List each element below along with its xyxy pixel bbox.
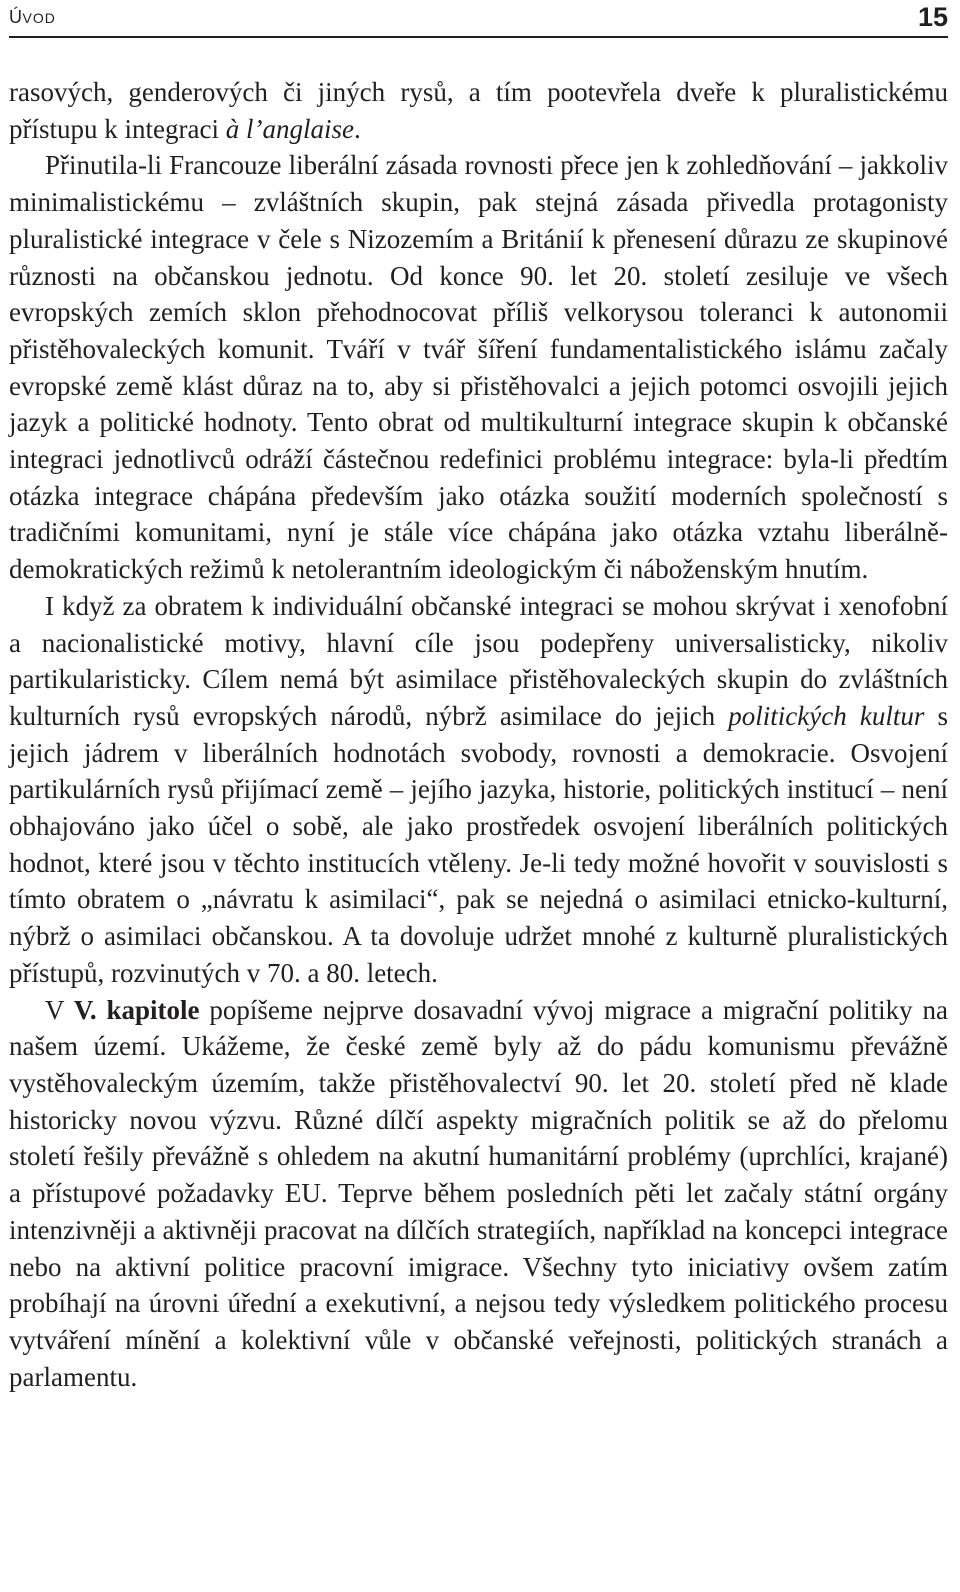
italic-phrase: à l’anglaise <box>225 113 354 144</box>
paragraph-4 <box>9 992 948 1396</box>
paragraph-text: popíšeme nejprve dosavadní vývoj migrace a migrační politiky na našem území. Ukážeme, že české země byly až do pádu komunismu převážně vystěhovaleckým územím, takže přistěhovalectví 90. let 20. století před ně klade historicky novou výzvu. Různé dílčí aspekty migračních politik se až do přelomu století řešily převážně s ohledem na akutní humanitární problémy (uprchlíci, krajané) a přístupové požadavky EU. Teprve během posledních pěti let začaly státní orgány intenzivněji a aktivněji pracovat na dílčích strategiích, například na koncepci integrace nebo na aktivní politice pracovní imigrace. Všechny tyto iniciativy ovšem zatím probíhají na úrovni úřední a exekutivní, a nejsou tedy výsledkem politického procesu vytváření mínění a kolektivní vůle v občanské veřejnosti, politických stranách a parlamentu. <box>9 994 948 1392</box>
paragraph-text: V <box>45 994 74 1025</box>
paragraph-1 <box>9 74 948 147</box>
chapter-reference: V. kapitole <box>73 994 200 1025</box>
paragraph-2 <box>9 147 948 587</box>
body-text <box>9 74 948 1395</box>
section-title-rest: VOD <box>22 10 56 26</box>
running-header <box>9 4 948 38</box>
paragraph-3 <box>9 588 948 992</box>
section-title-initial: Ú <box>9 7 23 27</box>
paragraph-text: rasových, genderových či jiných rysů, a tím pootevřela dveře k pluralistickému přístupu k integraci <box>9 77 948 144</box>
italic-phrase: politických kultur <box>728 700 925 731</box>
paragraph-text: . <box>353 113 361 144</box>
page-number: 15 <box>917 2 948 32</box>
section-title <box>9 7 56 28</box>
paragraph-text: s jejich jádrem v liberálních hodnotách svobody, rovnosti a demokracie. Osvojení partikulárních rysů přijímací země – jejího jazyka, historie, politických institucí – není obhajováno jako účel o sobě, ale jako prostředek osvojení liberálních politických hodnot, které jsou v těchto institucích vtěleny. Je-li tedy možné hovořit v souvislosti s tímto obratem o „návratu k asimilaci“, pak se nejedná o asimilaci etnicko-kulturní, nýbrž o asimilaci občanskou. A ta dovoluje udržet mnohé z kulturně pluralistických přístupů, rozvinutých v 70. a 80. letech. <box>9 700 948 988</box>
header-rule <box>9 36 948 38</box>
paragraph-text: I když za obratem k individuální občanské integraci se mohou skrývat i xenofobní a nacionalistické motivy, hlavní cíle jsou podepřeny universalisticky, nikoliv partikularisticky. Cílem nemá být asimilace přistěhovaleckých skupin do zvláštních kulturních rysů evropských národů, nýbrž asimilace do jejich <box>9 590 948 731</box>
paragraph-text: Přinutila-li Francouze liberální zásada rovnosti přece jen k zohledňování – jakkoliv minimalistickému – zvláštních skupin, pak stejná zásada přivedla protagonisty pluralistické integrace v čele s Nizozemím a Británií k přenesení důrazu ze skupinové různosti na občanskou jednotu. Od konce 90. let 20. století zesiluje ve všech evropských zemích sklon přehodnocovat příliš velkorysou toleranci k autonomii přistěhovaleckých komunit. Tváří v tvář šíření fundamentalistického islámu začaly evropské země klást důraz na to, aby si přistěhovalci a jejich potomci osvojili jejich jazyk a politické hodnoty. Tento obrat od multikulturní integrace skupin k občanské integraci jednotlivců odráží částečnou redefinici problému integrace: byla-li předtím otázka integrace chápána především jako otázka soužití moderních společností s tradičními komunitami, nyní je stále více chápána jako otázka vztahu liberálně-demokratických režimů k netolerantním ideologickým či náboženským hnutím. <box>9 150 948 585</box>
